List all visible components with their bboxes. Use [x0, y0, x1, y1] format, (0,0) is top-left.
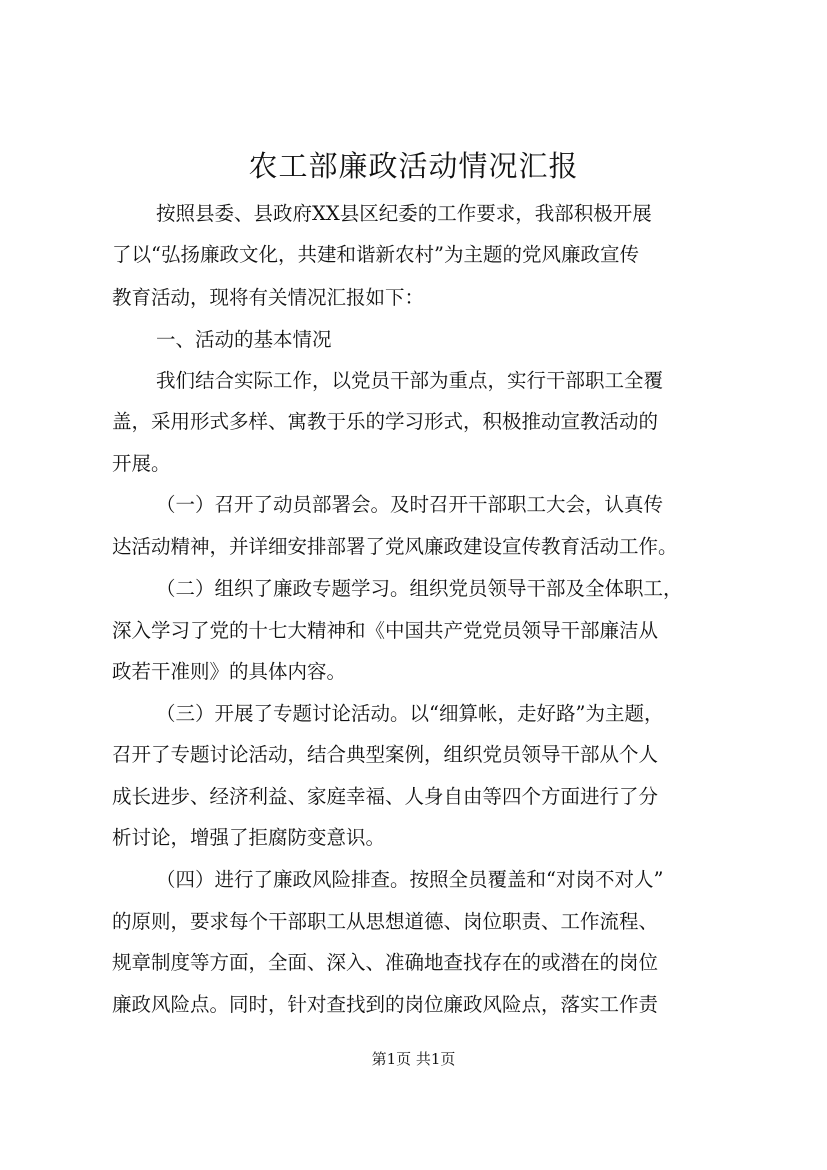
paragraph-line: 按照县委、县政府XX县区纪委的工作要求，我部积极开展: [156, 202, 652, 225]
paragraph-line: 析讨论，增强了拒腐防变意识。: [112, 826, 386, 849]
paragraph-line: 政若干准则》的具体内容。: [112, 660, 347, 683]
paragraph-line: （二）组织了廉政专题学习。组织党员领导干部及全体职工，: [156, 577, 683, 600]
document-title: 农工部廉政活动情况汇报: [248, 149, 579, 183]
page-number-footer: 第1页 共1页: [371, 1050, 456, 1068]
paragraph-line: （四）进行了廉政风险排查。按照全员覆盖和“对岗不对人”: [156, 868, 664, 891]
paragraph-line: 廉政风险点。同时，针对查找到的岗位廉政风险点，落实工作责: [112, 993, 659, 1016]
paragraph-line: （三）开展了专题讨论活动。以“细算帐，走好路”为主题，: [156, 702, 664, 725]
paragraph-line: 了以“弘扬廉政文化，共建和谐新农村”为主题的党风廉政宣传: [112, 243, 639, 266]
paragraph-line: 我们结合实际工作，以党员干部为重点，实行干部职工全覆: [156, 369, 664, 392]
paragraph-line: 达活动精神，并详细安排部署了党风廉政建设宣传教育活动工作。: [112, 535, 678, 558]
paragraph-line: 召开了专题讨论活动，结合典型案例，组织党员领导干部从个人: [112, 743, 659, 766]
paragraph-line: 深入学习了党的十七大精神和《中国共产党党员领导干部廉洁从: [112, 619, 659, 642]
paragraph-line: 的原则，要求每个干部职工从思想道德、岗位职责、工作流程、: [112, 910, 659, 933]
paragraph-line: 开展。: [112, 452, 171, 475]
paragraph-line: 成长进步、经济利益、家庭幸福、人身自由等四个方面进行了分: [112, 785, 659, 808]
paragraph-line: 规章制度等方面，全面、深入、准确地查找存在的或潜在的岗位: [112, 951, 659, 974]
paragraph-line: （一）召开了动员部署会。及时召开干部职工大会，认真传: [156, 493, 664, 516]
paragraph-line: 教育活动，现将有关情况汇报如下：: [112, 286, 425, 309]
paragraph-line: 盖，采用形式多样、寓教于乐的学习形式，积极推动宣教活动的: [112, 410, 659, 433]
section-heading: 一、活动的基本情况: [156, 328, 332, 351]
